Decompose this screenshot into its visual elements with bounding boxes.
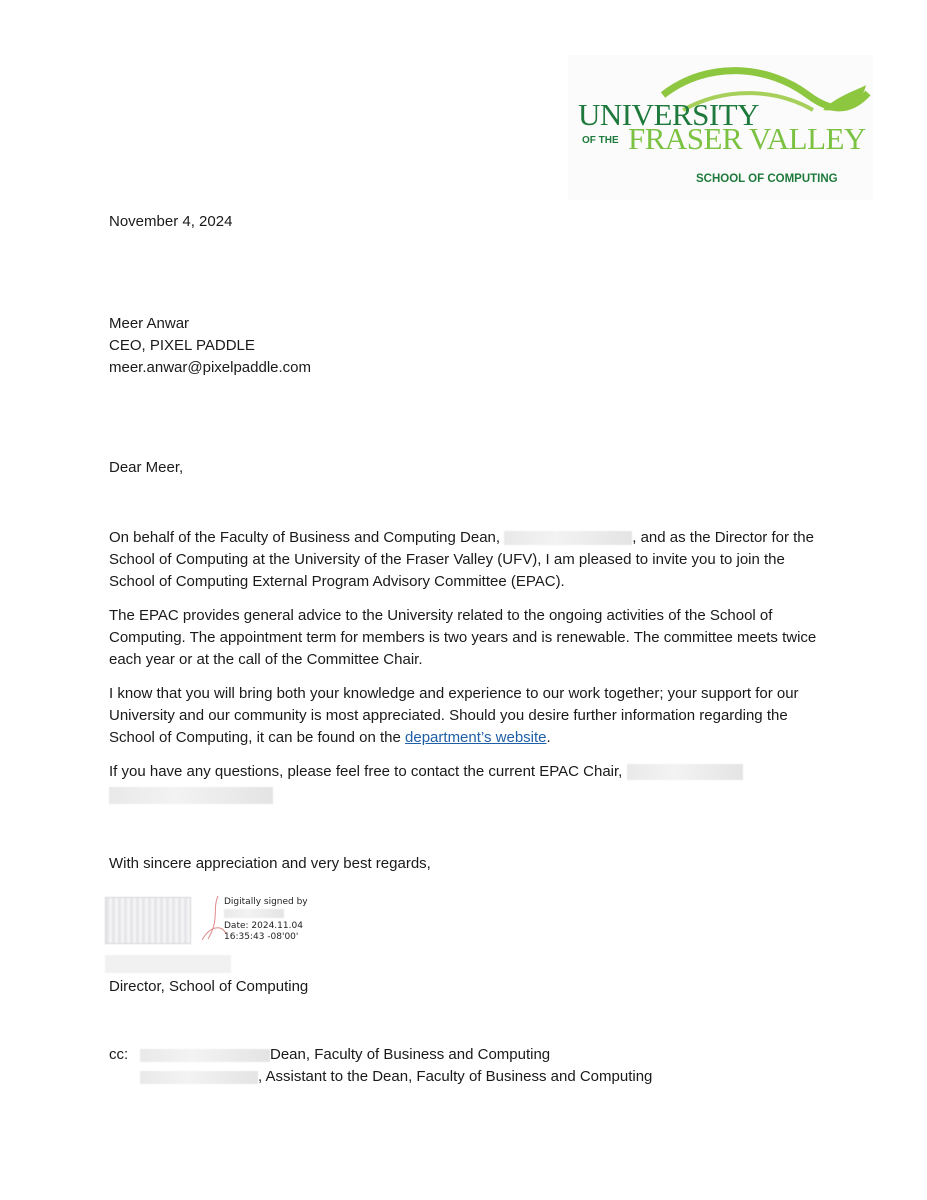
signature-date: Date: 2024.11.04	[224, 920, 303, 931]
paragraph-appreciation	[109, 683, 829, 749]
redacted-signer-name	[224, 909, 284, 918]
letter-date: November 4, 2024	[109, 213, 233, 230]
paragraph-epac-description: The EPAC provides general advice to the University related to the ongoing activities of the School of Computing. The appointment term for members is two years and is renewable. The committee meets twice each year or at the call of the Committee Chair.	[109, 607, 817, 668]
paragraph-invitation	[109, 527, 829, 593]
salutation: Dear Meer,	[109, 459, 184, 476]
cc-line-1	[140, 1044, 550, 1066]
recipient-name: Meer Anwar	[109, 315, 190, 332]
redacted-dean-name	[504, 531, 632, 545]
logo-university-text: UNIVERSITY	[578, 97, 759, 132]
paragraph-text: I know that you will bring both your knowledge and experience to our work together; your support for our University and our community is most appreciated. Should you desire further information regarding the School of Computing, it can be found on the	[109, 685, 799, 746]
redacted-director-name	[105, 955, 231, 973]
paragraph-contact	[109, 761, 829, 805]
cc-role: Dean, Faculty of Business and Computing	[270, 1046, 551, 1063]
recipient-email: meer.anwar@pixelpaddle.com	[109, 359, 311, 376]
signature-image	[105, 897, 191, 944]
redacted-assistant-name	[140, 1071, 258, 1084]
university-logo	[568, 55, 873, 200]
paragraph-text: .	[546, 729, 551, 746]
recipient-title: CEO, PIXEL PADDLE	[109, 337, 255, 354]
redacted-dean-name	[140, 1049, 270, 1062]
cc-line-2	[140, 1066, 652, 1088]
redacted-chair-email	[109, 787, 273, 804]
redacted-chair-name	[627, 764, 743, 780]
logo-fraser-valley-text: FRASER VALLEY	[628, 121, 866, 156]
signer-title: Director, School of Computing	[109, 978, 309, 995]
closing: With sincere appreciation and very best regards,	[109, 855, 431, 872]
paragraph-text: If you have any questions, please feel free to contact the current EPAC Chair,	[109, 763, 627, 780]
paragraph-text: , and as the Director for the School of Computing at the University of the Fraser Valley (UFV), I am pleased to invite you to join the School of Computing External Program Advisory Committee (EPAC).	[109, 529, 814, 590]
logo-of-the-text: OF THE	[582, 135, 619, 146]
cc-role: , Assistant to the Dean, Faculty of Business and Computing	[258, 1068, 653, 1085]
paragraph-text: On behalf of the Faculty of Business and Computing Dean,	[109, 529, 505, 546]
signature-time: 16:35:43 -08'00'	[224, 931, 299, 942]
department-website-link[interactable]: department’s website	[405, 729, 547, 746]
logo-school-text: SCHOOL OF COMPUTING	[696, 173, 838, 185]
cc-label: cc:	[109, 1046, 129, 1063]
digitally-signed-by-label: Digitally signed by	[224, 897, 308, 907]
digital-signature-block	[224, 897, 308, 943]
